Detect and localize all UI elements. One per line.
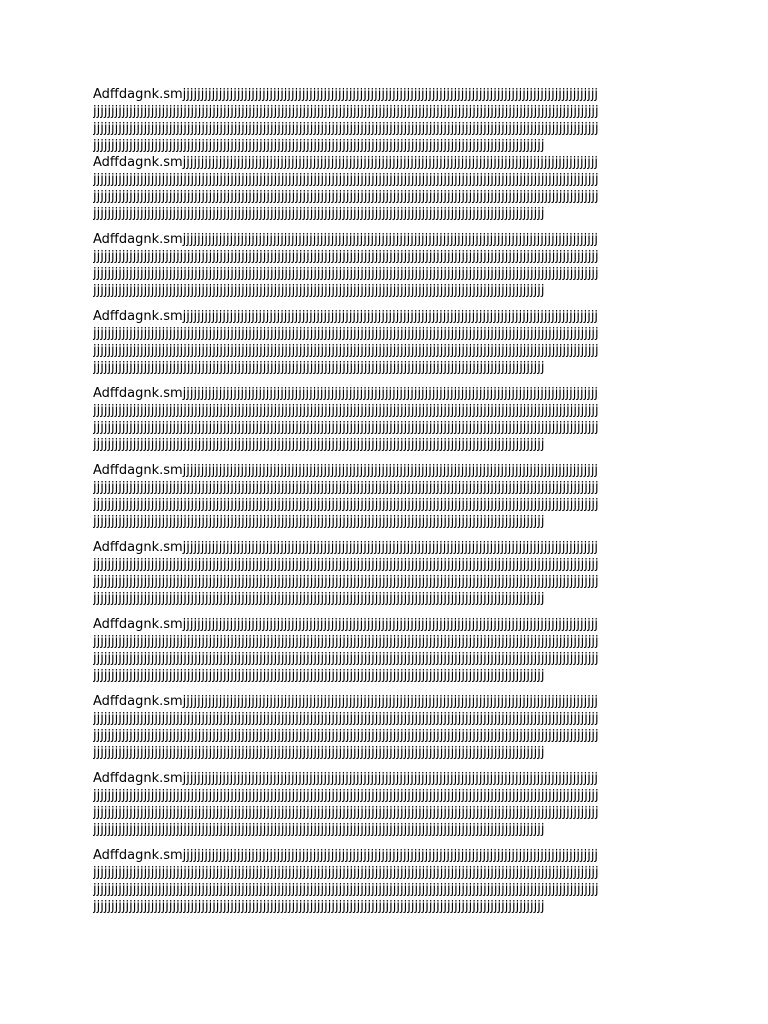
text-line: jjjjjjjjjjjjjjjjjjjjjjjjjjjjjjjjjjjjjjjjjjjjjjjjjjjjjjjjjjjjjjjjjjjjjjjjjjjjjjjjjjjjjjjjjjjjjjjjjjjjjjjjjjjjjjjjjjjjjjjjjjjjjjjjjjjjjjjjjjjj	[93, 420, 599, 435]
text-line: jjjjjjjjjjjjjjjjjjjjjjjjjjjjjjjjjjjjjjjjjjjjjjjjjjjjjjjjjjjjjjjjjjjjjjjjjjjjjjjjjjjjjjjjjjjjjjjjjjjjjjjjjjjjjjjjjjjjjjjjjjjjjjjjjjjjjjjjjjjj	[93, 805, 599, 820]
text-line: jjjjjjjjjjjjjjjjjjjjjjjjjjjjjjjjjjjjjjjjjjjjjjjjjjjjjjjjjjjjjjjjjjjjjjjjjjjjjjjjjjjjjjjjjjjjjjjjjjjjjjjjjjjjjjjjjjjjjjjjjjjjjjjjjjjjjjjjjjjj	[93, 497, 599, 512]
text-line: jjjjjjjjjjjjjjjjjjjjjjjjjjjjjjjjjjjjjjjjjjjjjjjjjjjjjjjjjjjjjjjjjjjjjjjjjjjjjjjjjjjjjjjjjjjjjjjjjjjjjjjjjjjjjjjjjjjjjjjjjjjjjjjjjjjjjjjjjjjj	[93, 651, 599, 666]
text-line: jjjjjjjjjjjjjjjjjjjjjjjjjjjjjjjjjjjjjjjjjjjjjjjjjjjjjjjjjjjjjjjjjjjjjjjjjjjjjjjjjjjjjjjjjjjjjjjjjjjjjjjjjjjjjjjjjjjjjjjjjjjjjjjjjjjjjjjjjjjj	[93, 574, 599, 589]
text-line: jjjjjjjjjjjjjjjjjjjjjjjjjjjjjjjjjjjjjjjjjjjjjjjjjjjjjjjjjjjjjjjjjjjjjjjjjjjjjjjjjjjjjjjjjjjjjjjjjjjjjjjjjjjjjjjjjjjjjjjjjjjjj	[93, 138, 545, 153]
paragraph	[93, 539, 673, 607]
text-line: jjjjjjjjjjjjjjjjjjjjjjjjjjjjjjjjjjjjjjjjjjjjjjjjjjjjjjjjjjjjjjjjjjjjjjjjjjjjjjjjjjjjjjjjjjjjjjjjjjjjjjjjjjjjjjjjjjjjjjjjjjjjjjjjjjjjjjjjjjjj	[93, 121, 599, 136]
text-line: jjjjjjjjjjjjjjjjjjjjjjjjjjjjjjjjjjjjjjjjjjjjjjjjjjjjjjjjjjjjjjjjjjjjjjjjjjjjjjjjjjjjjjjjjjjjjjjjjjjjjjjjjjjjjjjjjjjjjjjjjjjjj	[93, 668, 545, 683]
text-line: Adffdagnk.smjjjjjjjjjjjjjjjjjjjjjjjjjjjjjjjjjjjjjjjjjjjjjjjjjjjjjjjjjjjjjjjjjjjjjjjjjjjjjjjjjjjjjjjjjjjjjjjjjjjjjjjjjjjjjjjjjjj	[93, 309, 599, 324]
text-line: jjjjjjjjjjjjjjjjjjjjjjjjjjjjjjjjjjjjjjjjjjjjjjjjjjjjjjjjjjjjjjjjjjjjjjjjjjjjjjjjjjjjjjjjjjjjjjjjjjjjjjjjjjjjjjjjjjjjjjjjjjjjjjjjjjjjjjjjjjjj	[93, 172, 599, 187]
text-line: Adffdagnk.smjjjjjjjjjjjjjjjjjjjjjjjjjjjjjjjjjjjjjjjjjjjjjjjjjjjjjjjjjjjjjjjjjjjjjjjjjjjjjjjjjjjjjjjjjjjjjjjjjjjjjjjjjjjjjjjjjjj	[93, 87, 599, 102]
text-line: jjjjjjjjjjjjjjjjjjjjjjjjjjjjjjjjjjjjjjjjjjjjjjjjjjjjjjjjjjjjjjjjjjjjjjjjjjjjjjjjjjjjjjjjjjjjjjjjjjjjjjjjjjjjjjjjjjjjjjjjjjjjjjjjjjjjjjjjjjjj	[93, 788, 599, 803]
paragraph	[93, 86, 673, 154]
text-line: Adffdagnk.smjjjjjjjjjjjjjjjjjjjjjjjjjjjjjjjjjjjjjjjjjjjjjjjjjjjjjjjjjjjjjjjjjjjjjjjjjjjjjjjjjjjjjjjjjjjjjjjjjjjjjjjjjjjjjjjjjjj	[93, 463, 599, 478]
text-line: Adffdagnk.smjjjjjjjjjjjjjjjjjjjjjjjjjjjjjjjjjjjjjjjjjjjjjjjjjjjjjjjjjjjjjjjjjjjjjjjjjjjjjjjjjjjjjjjjjjjjjjjjjjjjjjjjjjjjjjjjjjj	[93, 771, 599, 786]
text-line: jjjjjjjjjjjjjjjjjjjjjjjjjjjjjjjjjjjjjjjjjjjjjjjjjjjjjjjjjjjjjjjjjjjjjjjjjjjjjjjjjjjjjjjjjjjjjjjjjjjjjjjjjjjjjjjjjjjjjjjjjjjjjjjjjjjjjjjjjjjj	[93, 634, 599, 649]
text-line: Adffdagnk.smjjjjjjjjjjjjjjjjjjjjjjjjjjjjjjjjjjjjjjjjjjjjjjjjjjjjjjjjjjjjjjjjjjjjjjjjjjjjjjjjjjjjjjjjjjjjjjjjjjjjjjjjjjjjjjjjjjj	[93, 232, 599, 247]
text-line: jjjjjjjjjjjjjjjjjjjjjjjjjjjjjjjjjjjjjjjjjjjjjjjjjjjjjjjjjjjjjjjjjjjjjjjjjjjjjjjjjjjjjjjjjjjjjjjjjjjjjjjjjjjjjjjjjjjjjjjjjjjjj	[93, 745, 545, 760]
text-line: jjjjjjjjjjjjjjjjjjjjjjjjjjjjjjjjjjjjjjjjjjjjjjjjjjjjjjjjjjjjjjjjjjjjjjjjjjjjjjjjjjjjjjjjjjjjjjjjjjjjjjjjjjjjjjjjjjjjjjjjjjjjjjjjjjjjjjjjjjjj	[93, 728, 599, 743]
text-line: jjjjjjjjjjjjjjjjjjjjjjjjjjjjjjjjjjjjjjjjjjjjjjjjjjjjjjjjjjjjjjjjjjjjjjjjjjjjjjjjjjjjjjjjjjjjjjjjjjjjjjjjjjjjjjjjjjjjjjjjjjjjjjjjjjjjjjjjjjjj	[93, 403, 599, 418]
text-line: jjjjjjjjjjjjjjjjjjjjjjjjjjjjjjjjjjjjjjjjjjjjjjjjjjjjjjjjjjjjjjjjjjjjjjjjjjjjjjjjjjjjjjjjjjjjjjjjjjjjjjjjjjjjjjjjjjjjjjjjjjjjj	[93, 514, 545, 529]
text-line: jjjjjjjjjjjjjjjjjjjjjjjjjjjjjjjjjjjjjjjjjjjjjjjjjjjjjjjjjjjjjjjjjjjjjjjjjjjjjjjjjjjjjjjjjjjjjjjjjjjjjjjjjjjjjjjjjjjjjjjjjjjjj	[93, 206, 545, 221]
text-line: jjjjjjjjjjjjjjjjjjjjjjjjjjjjjjjjjjjjjjjjjjjjjjjjjjjjjjjjjjjjjjjjjjjjjjjjjjjjjjjjjjjjjjjjjjjjjjjjjjjjjjjjjjjjjjjjjjjjjjjjjjjjjjjjjjjjjjjjjjjj	[93, 189, 599, 204]
paragraph	[93, 616, 673, 684]
paragraph	[93, 462, 673, 530]
text-line: Adffdagnk.smjjjjjjjjjjjjjjjjjjjjjjjjjjjjjjjjjjjjjjjjjjjjjjjjjjjjjjjjjjjjjjjjjjjjjjjjjjjjjjjjjjjjjjjjjjjjjjjjjjjjjjjjjjjjjjjjjjj	[93, 386, 599, 401]
text-line: jjjjjjjjjjjjjjjjjjjjjjjjjjjjjjjjjjjjjjjjjjjjjjjjjjjjjjjjjjjjjjjjjjjjjjjjjjjjjjjjjjjjjjjjjjjjjjjjjjjjjjjjjjjjjjjjjjjjjjjjjjjjjjjjjjjjjjjjjjjj	[93, 882, 599, 897]
paragraph	[93, 231, 673, 299]
text-line: Adffdagnk.smjjjjjjjjjjjjjjjjjjjjjjjjjjjjjjjjjjjjjjjjjjjjjjjjjjjjjjjjjjjjjjjjjjjjjjjjjjjjjjjjjjjjjjjjjjjjjjjjjjjjjjjjjjjjjjjjjjj	[93, 155, 599, 170]
text-line: Adffdagnk.smjjjjjjjjjjjjjjjjjjjjjjjjjjjjjjjjjjjjjjjjjjjjjjjjjjjjjjjjjjjjjjjjjjjjjjjjjjjjjjjjjjjjjjjjjjjjjjjjjjjjjjjjjjjjjjjjjjj	[93, 617, 599, 632]
text-line: jjjjjjjjjjjjjjjjjjjjjjjjjjjjjjjjjjjjjjjjjjjjjjjjjjjjjjjjjjjjjjjjjjjjjjjjjjjjjjjjjjjjjjjjjjjjjjjjjjjjjjjjjjjjjjjjjjjjjjjjjjjjjjjjjjjjjjjjjjjj	[93, 480, 599, 495]
text-line: jjjjjjjjjjjjjjjjjjjjjjjjjjjjjjjjjjjjjjjjjjjjjjjjjjjjjjjjjjjjjjjjjjjjjjjjjjjjjjjjjjjjjjjjjjjjjjjjjjjjjjjjjjjjjjjjjjjjjjjjjjjjj	[93, 591, 545, 606]
text-line: jjjjjjjjjjjjjjjjjjjjjjjjjjjjjjjjjjjjjjjjjjjjjjjjjjjjjjjjjjjjjjjjjjjjjjjjjjjjjjjjjjjjjjjjjjjjjjjjjjjjjjjjjjjjjjjjjjjjjjjjjjjjjjjjjjjjjjjjjjjj	[93, 343, 599, 358]
text-line: jjjjjjjjjjjjjjjjjjjjjjjjjjjjjjjjjjjjjjjjjjjjjjjjjjjjjjjjjjjjjjjjjjjjjjjjjjjjjjjjjjjjjjjjjjjjjjjjjjjjjjjjjjjjjjjjjjjjjjjjjjjjjjjjjjjjjjjjjjjj	[93, 326, 599, 341]
text-line: jjjjjjjjjjjjjjjjjjjjjjjjjjjjjjjjjjjjjjjjjjjjjjjjjjjjjjjjjjjjjjjjjjjjjjjjjjjjjjjjjjjjjjjjjjjjjjjjjjjjjjjjjjjjjjjjjjjjjjjjjjjjjjjjjjjjjjjjjjjj	[93, 104, 599, 119]
text-line: jjjjjjjjjjjjjjjjjjjjjjjjjjjjjjjjjjjjjjjjjjjjjjjjjjjjjjjjjjjjjjjjjjjjjjjjjjjjjjjjjjjjjjjjjjjjjjjjjjjjjjjjjjjjjjjjjjjjjjjjjjjjjjjjjjjjjjjjjjjj	[93, 711, 599, 726]
text-line: jjjjjjjjjjjjjjjjjjjjjjjjjjjjjjjjjjjjjjjjjjjjjjjjjjjjjjjjjjjjjjjjjjjjjjjjjjjjjjjjjjjjjjjjjjjjjjjjjjjjjjjjjjjjjjjjjjjjjjjjjjjjjjjjjjjjjjjjjjjj	[93, 266, 599, 281]
paragraph	[93, 308, 673, 376]
paragraph	[93, 693, 673, 761]
paragraph	[93, 385, 673, 453]
text-line: Adffdagnk.smjjjjjjjjjjjjjjjjjjjjjjjjjjjjjjjjjjjjjjjjjjjjjjjjjjjjjjjjjjjjjjjjjjjjjjjjjjjjjjjjjjjjjjjjjjjjjjjjjjjjjjjjjjjjjjjjjjj	[93, 540, 599, 555]
text-line: jjjjjjjjjjjjjjjjjjjjjjjjjjjjjjjjjjjjjjjjjjjjjjjjjjjjjjjjjjjjjjjjjjjjjjjjjjjjjjjjjjjjjjjjjjjjjjjjjjjjjjjjjjjjjjjjjjjjjjjjjjjjj	[93, 360, 545, 375]
text-line: jjjjjjjjjjjjjjjjjjjjjjjjjjjjjjjjjjjjjjjjjjjjjjjjjjjjjjjjjjjjjjjjjjjjjjjjjjjjjjjjjjjjjjjjjjjjjjjjjjjjjjjjjjjjjjjjjjjjjjjjjjjjj	[93, 822, 545, 837]
text-line: jjjjjjjjjjjjjjjjjjjjjjjjjjjjjjjjjjjjjjjjjjjjjjjjjjjjjjjjjjjjjjjjjjjjjjjjjjjjjjjjjjjjjjjjjjjjjjjjjjjjjjjjjjjjjjjjjjjjjjjjjjjjjjjjjjjjjjjjjjjj	[93, 865, 599, 880]
paragraph	[93, 847, 673, 915]
paragraph	[93, 770, 673, 838]
document-page	[93, 86, 673, 915]
text-line: Adffdagnk.smjjjjjjjjjjjjjjjjjjjjjjjjjjjjjjjjjjjjjjjjjjjjjjjjjjjjjjjjjjjjjjjjjjjjjjjjjjjjjjjjjjjjjjjjjjjjjjjjjjjjjjjjjjjjjjjjjjj	[93, 848, 599, 863]
text-line: jjjjjjjjjjjjjjjjjjjjjjjjjjjjjjjjjjjjjjjjjjjjjjjjjjjjjjjjjjjjjjjjjjjjjjjjjjjjjjjjjjjjjjjjjjjjjjjjjjjjjjjjjjjjjjjjjjjjjjjjjjjjjjjjjjjjjjjjjjjj	[93, 557, 599, 572]
text-line: jjjjjjjjjjjjjjjjjjjjjjjjjjjjjjjjjjjjjjjjjjjjjjjjjjjjjjjjjjjjjjjjjjjjjjjjjjjjjjjjjjjjjjjjjjjjjjjjjjjjjjjjjjjjjjjjjjjjjjjjjjjjj	[93, 437, 545, 452]
text-line: jjjjjjjjjjjjjjjjjjjjjjjjjjjjjjjjjjjjjjjjjjjjjjjjjjjjjjjjjjjjjjjjjjjjjjjjjjjjjjjjjjjjjjjjjjjjjjjjjjjjjjjjjjjjjjjjjjjjjjjjjjjjj	[93, 899, 545, 914]
text-line: Adffdagnk.smjjjjjjjjjjjjjjjjjjjjjjjjjjjjjjjjjjjjjjjjjjjjjjjjjjjjjjjjjjjjjjjjjjjjjjjjjjjjjjjjjjjjjjjjjjjjjjjjjjjjjjjjjjjjjjjjjjj	[93, 694, 599, 709]
text-line: jjjjjjjjjjjjjjjjjjjjjjjjjjjjjjjjjjjjjjjjjjjjjjjjjjjjjjjjjjjjjjjjjjjjjjjjjjjjjjjjjjjjjjjjjjjjjjjjjjjjjjjjjjjjjjjjjjjjjjjjjjjjj	[93, 283, 545, 298]
paragraph	[93, 154, 673, 222]
text-line: jjjjjjjjjjjjjjjjjjjjjjjjjjjjjjjjjjjjjjjjjjjjjjjjjjjjjjjjjjjjjjjjjjjjjjjjjjjjjjjjjjjjjjjjjjjjjjjjjjjjjjjjjjjjjjjjjjjjjjjjjjjjjjjjjjjjjjjjjjjj	[93, 249, 599, 264]
